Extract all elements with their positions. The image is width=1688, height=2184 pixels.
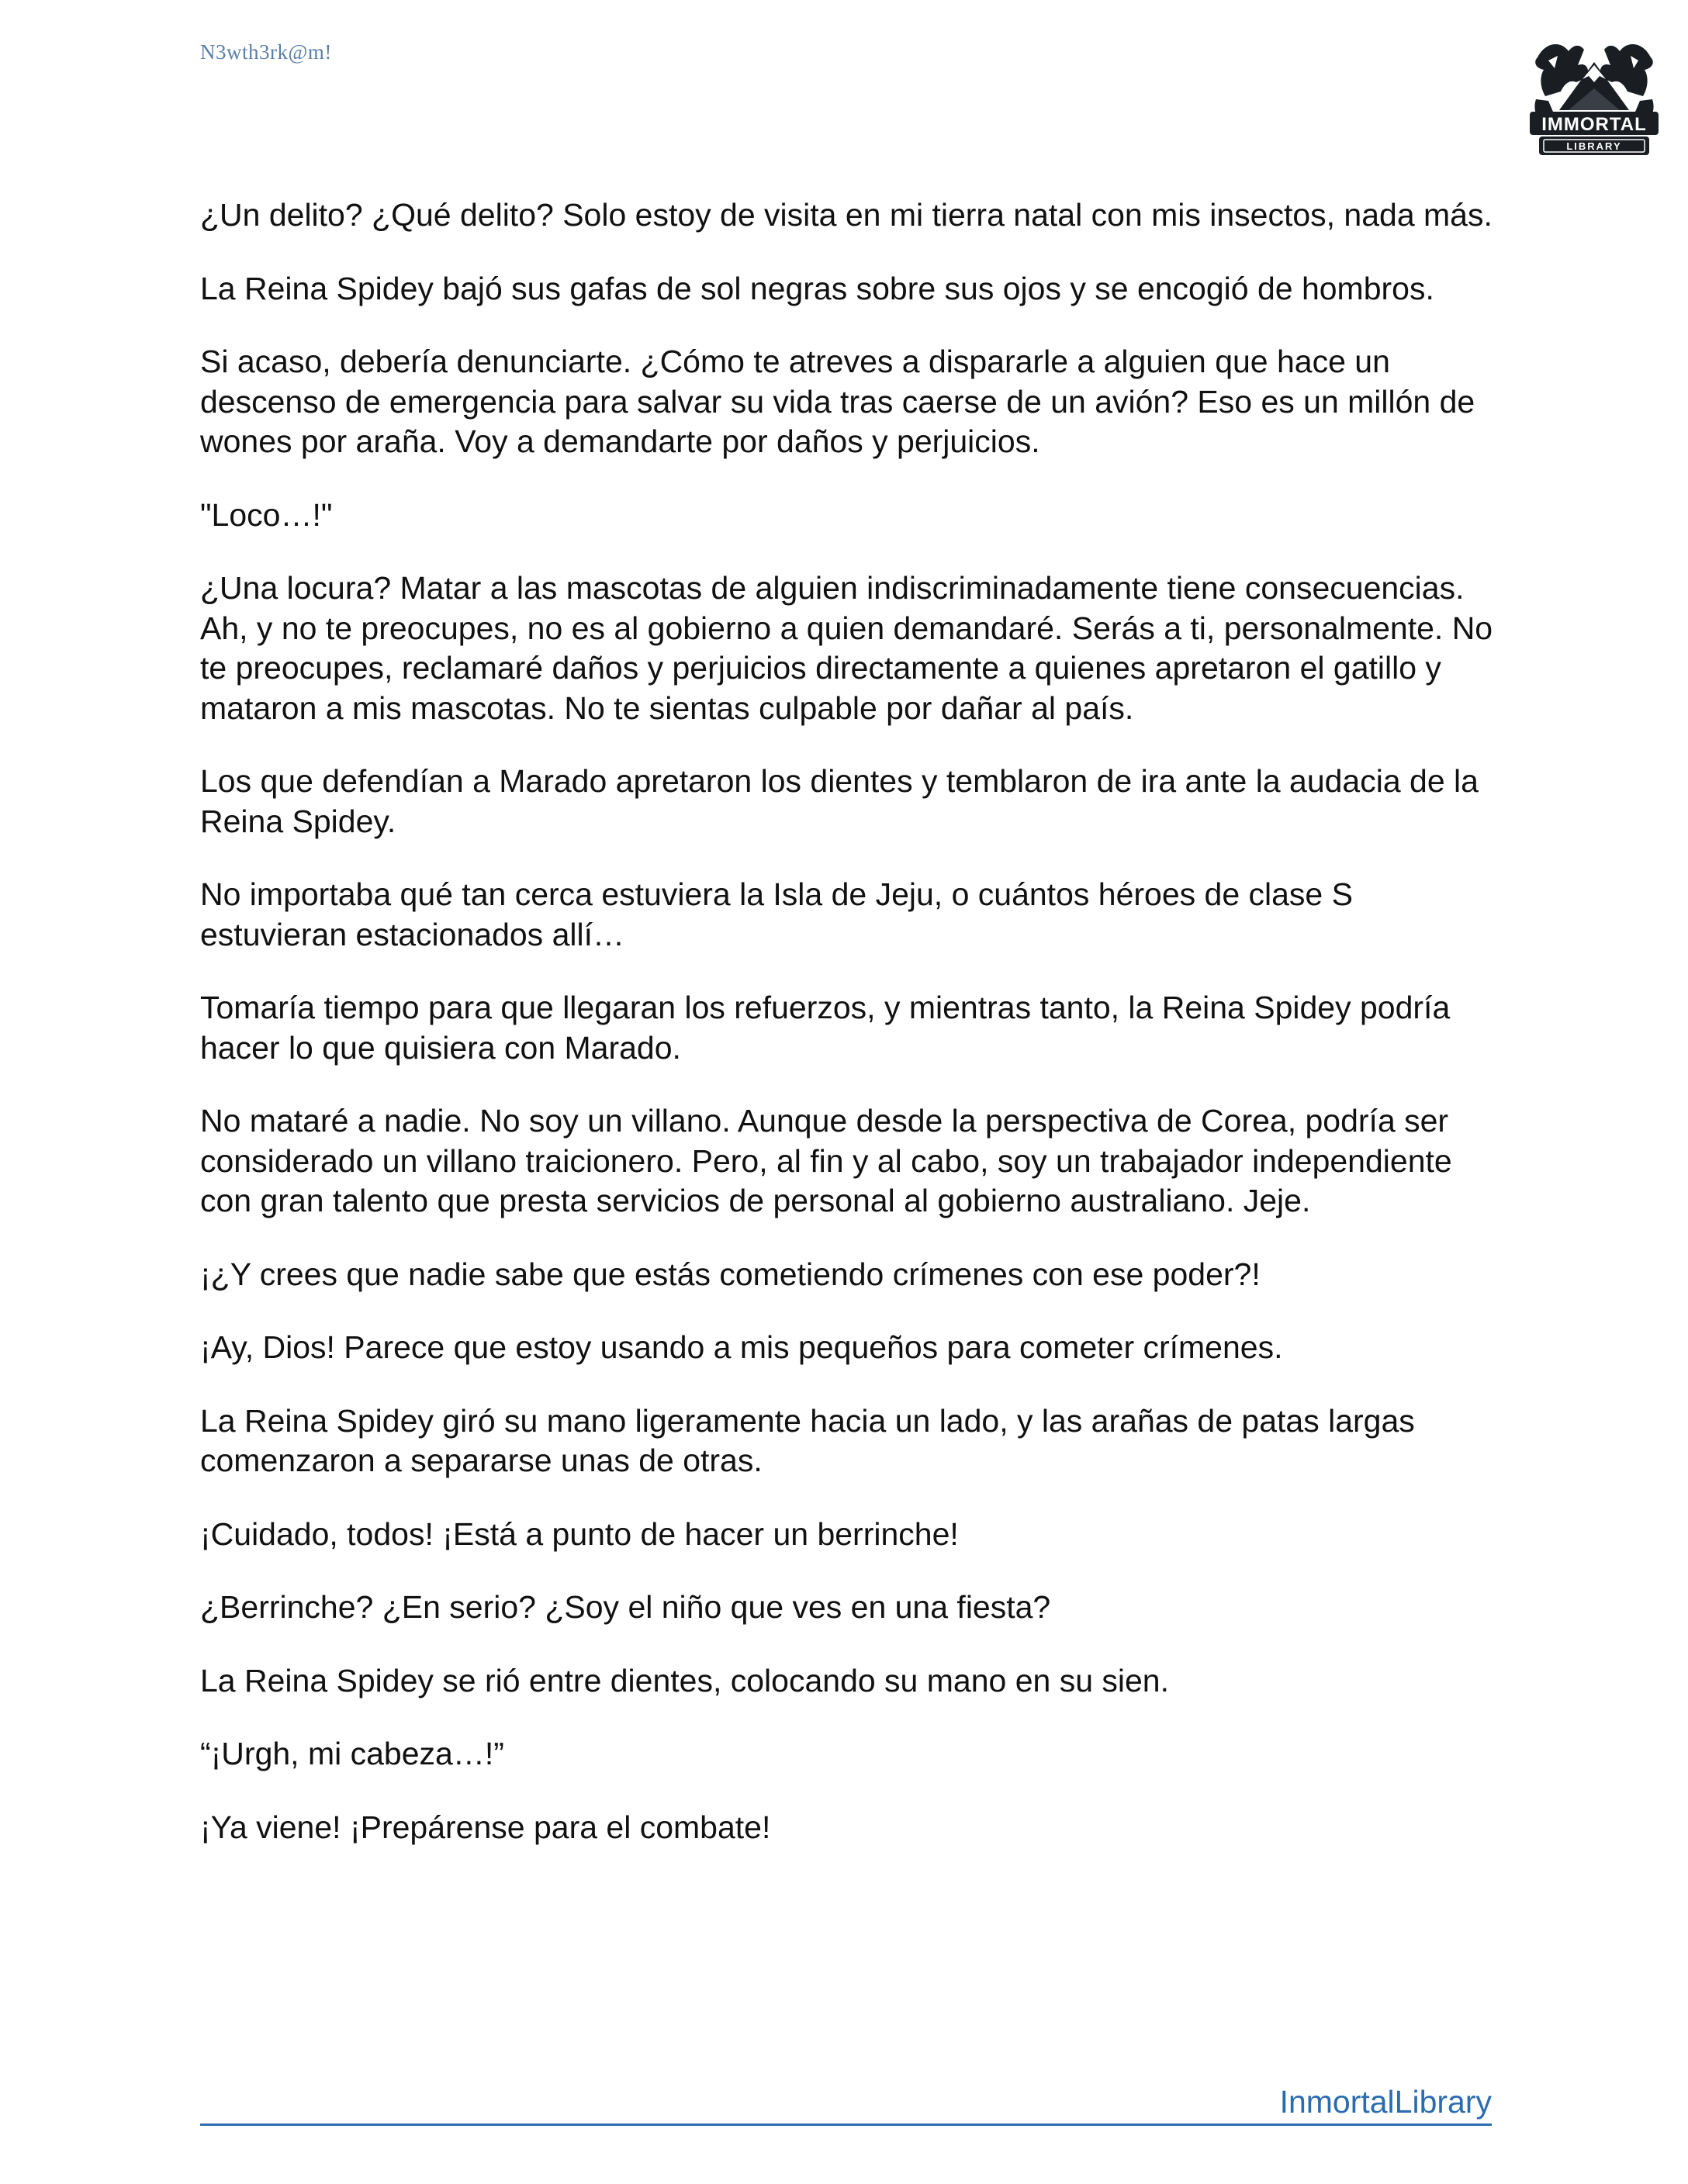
paragraph: ¡Ay, Dios! Parece que estoy usando a mis pequeños para cometer crímenes. <box>200 1329 1283 1365</box>
logo-text-bottom: LIBRARY <box>1566 140 1622 152</box>
paragraph: Tomaría tiempo para que llegaran los refuerzos, y mientras tanto, la Reina Spidey podría hacer lo que quisiera con Marado. <box>200 990 1451 1066</box>
paragraph: “¡Urgh, mi cabeza…!” <box>200 1736 504 1771</box>
document-body <box>200 195 1499 1881</box>
paragraph: Los que defendían a Marado apretaron los dientes y temblaron de ira ante la audacia de la Reina Spidey. <box>200 763 1479 839</box>
paragraph: ¡Ya viene! ¡Prepárense para el combate! <box>200 1809 771 1845</box>
paragraph: La Reina Spidey giró su mano ligeramente hacia un lado, y las arañas de patas largas comenzaron a separarse unas de otras. <box>200 1402 1415 1478</box>
paragraph: ¿Una locura? Matar a las mascotas de alguien indiscriminadamente tiene consecuencias. Ah, y no te preocupes, no es al gobierno a quien demandaré. Serás a ti, personalmente. No te preocupes, reclamaré daños y perjuicios directamente a quienes apretaron el gatillo y mataron a mis mascotas. No te sientas culpable por dañar al país. <box>200 570 1493 726</box>
footer <box>200 2079 1492 2126</box>
watermark-text: N3wth3rk@m! <box>200 40 332 64</box>
paragraph: ¿Berrinche? ¿En serio? ¿Soy el niño que ves en una fiesta? <box>200 1589 1051 1625</box>
paragraph: ¡Cuidado, todos! ¡Está a punto de hacer un berrinche! <box>200 1515 959 1552</box>
paragraph: "Loco…!" <box>200 496 333 533</box>
paragraph: La Reina Spidey bajó sus gafas de sol negras sobre sus ojos y se encogió de hombros. <box>200 270 1434 306</box>
footer-link[interactable]: InmortalLibrary <box>1279 2084 1492 2120</box>
paragraph: No importaba qué tan cerca estuviera la Isla de Jeju, o cuántos héroes de clase S estuvieran estacionados allí… <box>200 876 1353 952</box>
paragraph: Si acaso, debería denunciarte. ¿Cómo te atreves a dispararle a alguien que hace un descenso de emergencia para salvar su vida tras caerse de un avión? Eso es un millón de wones por araña. Voy a demandarte por daños y perjuicios. <box>200 344 1475 459</box>
paragraph: ¿Un delito? ¿Qué delito? Solo estoy de visita en mi tierra natal con mis insectos, nada más. <box>200 197 1493 233</box>
immortal-library-logo-icon <box>1522 34 1666 163</box>
logo-text-top: IMMORTAL <box>1541 114 1647 135</box>
paragraph: ¡¿Y crees que nadie sabe que estás cometiendo crímenes con ese poder?! <box>200 1256 1261 1292</box>
paragraph: No mataré a nadie. No soy un villano. Aunque desde la perspectiva de Corea, podría ser considerado un villano traicionero. Pero, al fin y al cabo, soy un trabajador independiente con gran talento que presta servicios de personal al gobierno australiano. Jeje. <box>200 1103 1452 1218</box>
paragraph: La Reina Spidey se rió entre dientes, colocando su mano en su sien. <box>200 1662 1169 1698</box>
